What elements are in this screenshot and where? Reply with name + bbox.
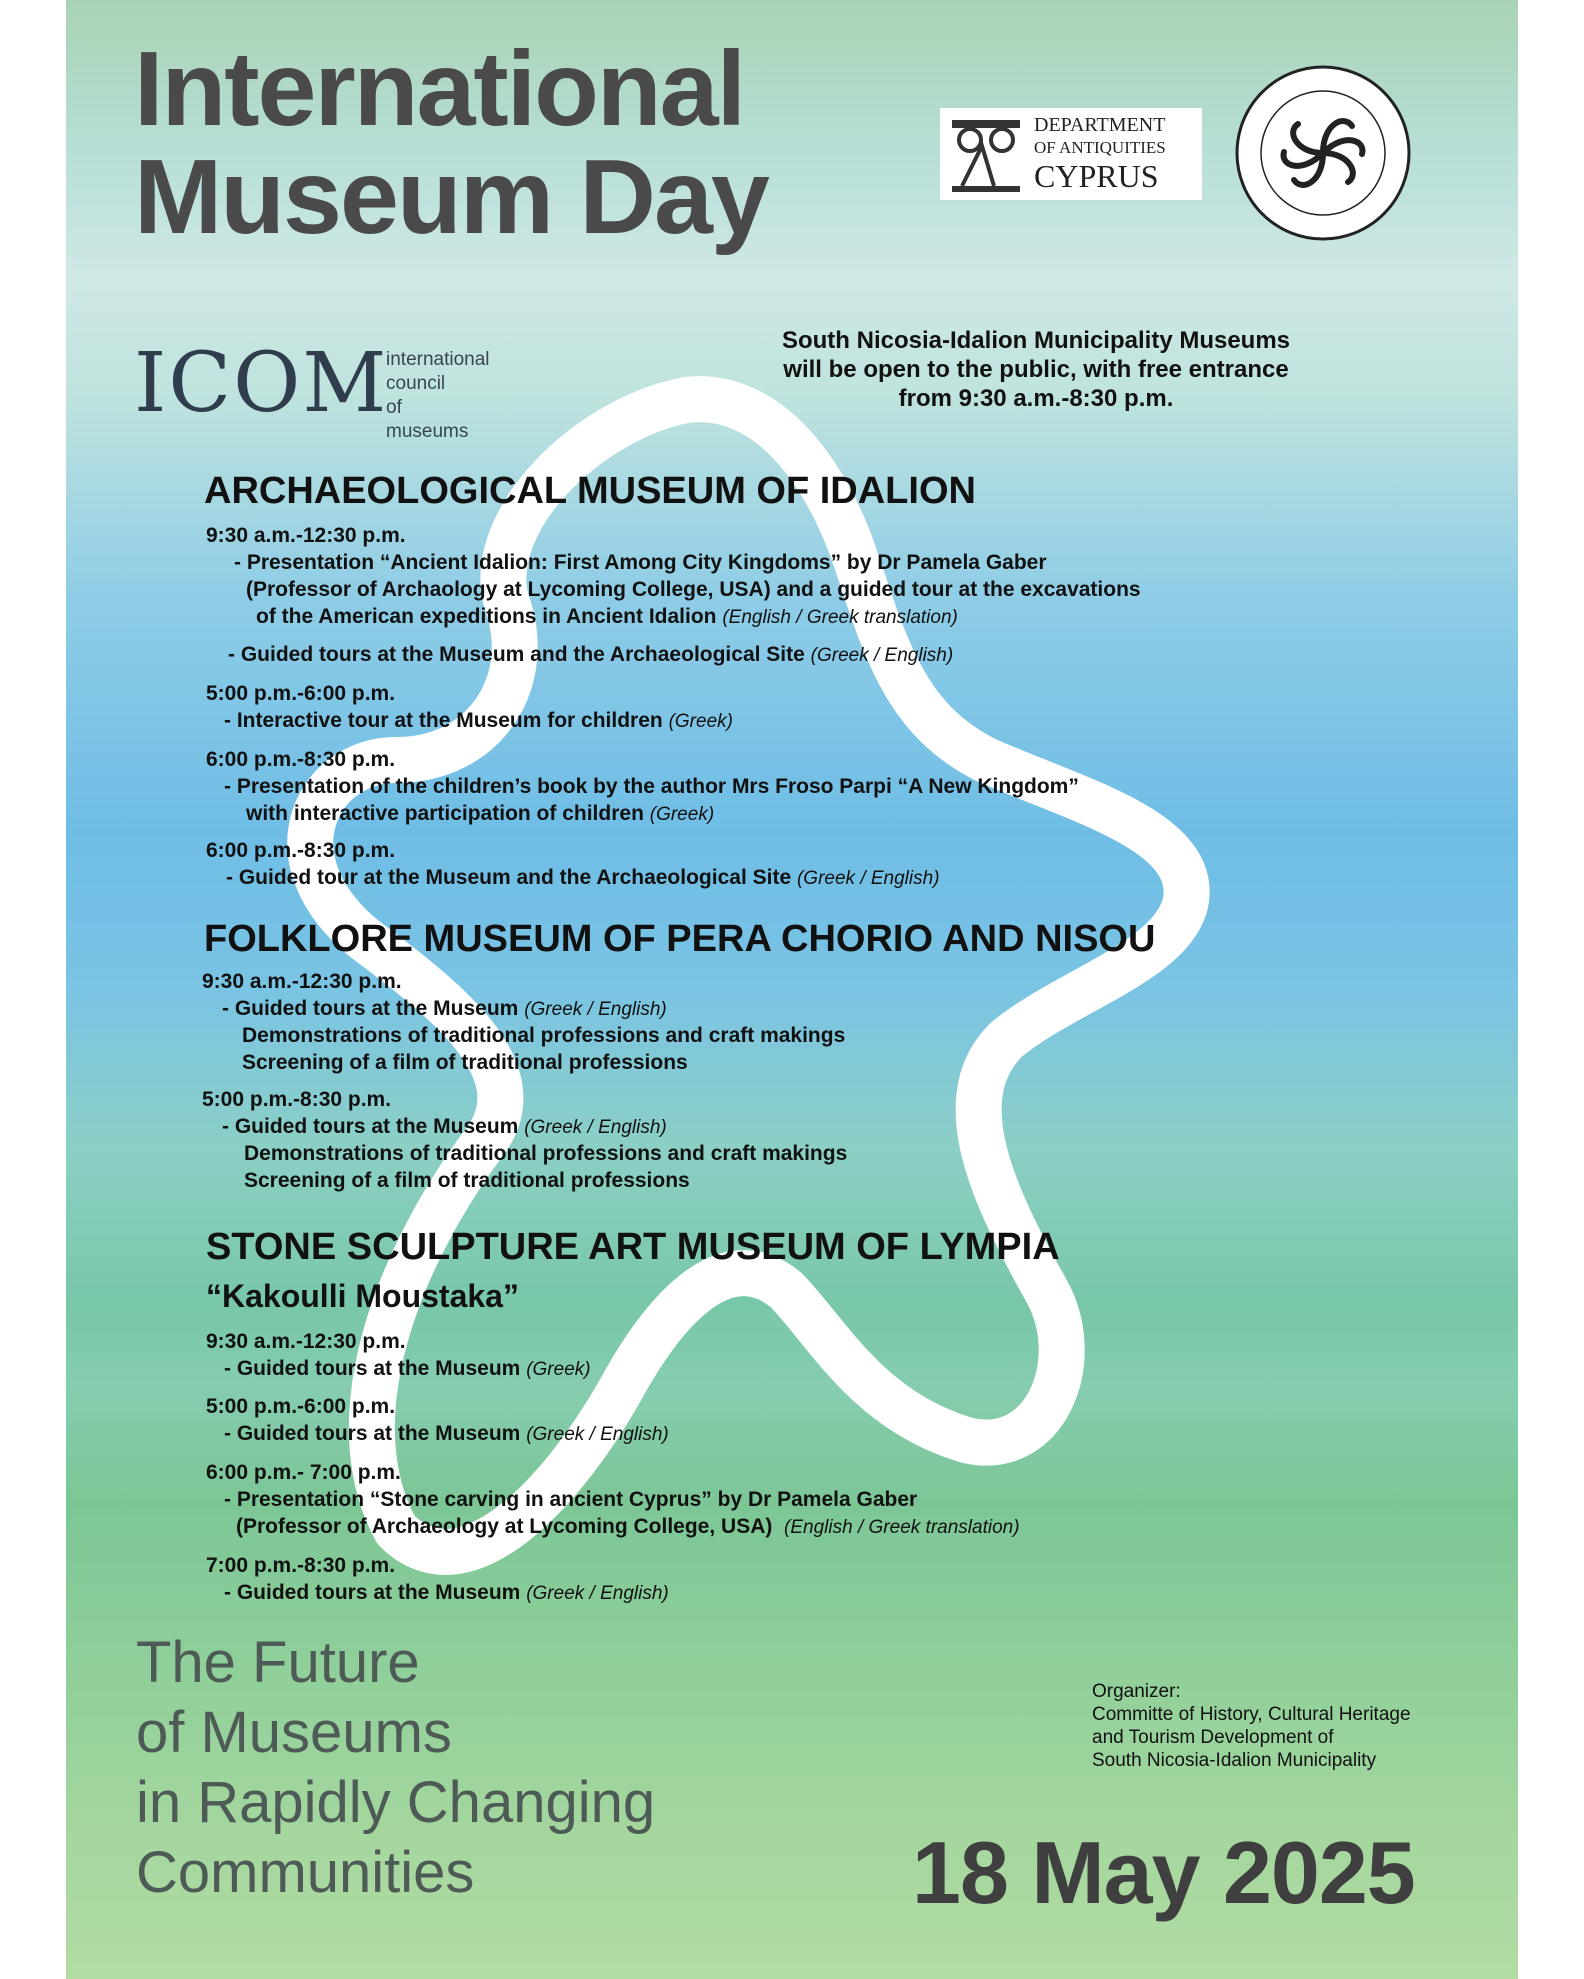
- program-line: 9:30 a.m.-12:30 p.m.: [206, 1330, 406, 1353]
- program-line: - Guided tours at the Museum and the Archaeological Site (Greek / English): [228, 643, 954, 666]
- program-line: 9:30 a.m.-12:30 p.m.: [206, 524, 406, 547]
- museum-1-heading: ARCHAEOLOGICAL MUSEUM OF IDALION: [204, 470, 976, 512]
- icom-sub-line-2: council: [386, 373, 446, 394]
- antiquities-line-2: OF ANTIQUITIES: [1034, 138, 1166, 157]
- program-line: of the American expeditions in Ancient Idalion (English / Greek translation): [256, 605, 958, 628]
- poster: [66, 0, 1518, 1979]
- icom-sub-line-3: of museums: [386, 397, 469, 442]
- intro-line-1: South Nicosia-Idalion Municipality Museums: [781, 327, 1291, 354]
- museum-2-heading: FOLKLORE MUSEUM OF PERA CHORIO AND NISOU: [204, 918, 1156, 960]
- program-line: - Guided tours at the Museum (Greek): [224, 1357, 591, 1380]
- antiquities-line-1: DEPARTMENT: [1034, 114, 1166, 136]
- organizer-line-2: and Tourism Development of: [1092, 1727, 1334, 1748]
- intro-text: [756, 326, 1316, 413]
- antiquities-line-3: CYPRUS: [1034, 158, 1159, 194]
- tagline-line-4: Communities: [136, 1840, 475, 1905]
- ionic-column-icon: [948, 116, 1024, 194]
- program-line: - Presentation “Ancient Idalion: First Among City Kingdoms” by Dr Pamela Gaber: [234, 551, 1047, 574]
- intro-line-2: will be open to the public, with free entrance: [783, 356, 1289, 383]
- museum-3-heading: STONE SCULPTURE ART MUSEUM OF LYMPIA: [206, 1226, 1060, 1268]
- program-line: 6:00 p.m.-8:30 p.m.: [206, 839, 396, 862]
- program-line: (Professor of Archaology at Lycoming College, USA) and a guided tour at the excavations: [246, 578, 1141, 601]
- program-line: 5:00 p.m.-6:00 p.m.: [206, 682, 396, 705]
- organizer-line-3: South Nicosia-Idalion Municipality: [1092, 1750, 1377, 1771]
- theme-tagline: [136, 1628, 655, 1908]
- program-line: 9:30 a.m.-12:30 p.m.: [202, 970, 402, 993]
- tagline-line-2: of Museums: [136, 1700, 452, 1765]
- title-line-1: International: [134, 30, 745, 148]
- intro-line-3: from 9:30 a.m.-8:30 p.m.: [898, 385, 1174, 412]
- program-line: - Guided tours at the Museum (Greek / English): [222, 997, 667, 1020]
- program-line: (Professor of Archaeology at Lycoming College, USA) (English / Greek translation): [236, 1515, 1020, 1538]
- municipality-seal-emblem: [1234, 64, 1412, 242]
- program-line: - Presentation of the children’s book by the author Mrs Froso Parpi “A New Kingdom”: [224, 775, 1079, 798]
- program-line: Screening of a film of traditional professions: [242, 1051, 688, 1074]
- program-line: with interactive participation of children (Greek): [246, 802, 715, 825]
- program-line: - Guided tour at the Museum and the Archaeological Site (Greek / English): [226, 866, 940, 889]
- program-line: 5:00 p.m.-6:00 p.m.: [206, 1395, 396, 1418]
- title-line-2: Museum Day: [134, 138, 768, 256]
- program-line: - Guided tours at the Museum (Greek / English): [222, 1115, 667, 1138]
- program-line: - Presentation “Stone carving in ancient Cyprus” by Dr Pamela Gaber: [224, 1488, 918, 1511]
- museum-3-subtitle: “Kakoulli Moustaka”: [206, 1278, 519, 1314]
- program-line: Demonstrations of traditional professions and craft makings: [244, 1142, 848, 1165]
- program-line: - Guided tours at the Museum (Greek / English): [224, 1422, 669, 1445]
- icom-wordmark: ICOM: [134, 336, 389, 431]
- program-line: 6:00 p.m.-8:30 p.m.: [206, 748, 396, 771]
- program-line: Demonstrations of traditional professions and craft makings: [242, 1024, 846, 1047]
- program-line: 6:00 p.m.- 7:00 p.m.: [206, 1461, 401, 1484]
- organizer-label: Organizer:: [1092, 1681, 1181, 1702]
- department-of-antiquities-logo: [940, 108, 1202, 200]
- program-line: Screening of a film of traditional professions: [244, 1169, 690, 1192]
- program-line: 5:00 p.m.-8:30 p.m.: [202, 1088, 392, 1111]
- organizer-block: [1092, 1680, 1411, 1772]
- organizer-line-1: Committe of History, Cultural Heritage: [1092, 1704, 1411, 1725]
- icom-sub-line-1: international: [386, 349, 490, 370]
- event-date: 18 May 2025: [912, 1823, 1415, 1922]
- program-line: 7:00 p.m.-8:30 p.m.: [206, 1554, 396, 1577]
- tagline-line-3: in Rapidly Changing: [136, 1770, 656, 1835]
- program-line: - Interactive tour at the Museum for children (Greek): [224, 709, 733, 732]
- municipality-seal: [1234, 64, 1412, 242]
- tagline-line-1: The Future: [136, 1630, 420, 1695]
- program-line: - Guided tours at the Museum (Greek / English): [224, 1581, 669, 1604]
